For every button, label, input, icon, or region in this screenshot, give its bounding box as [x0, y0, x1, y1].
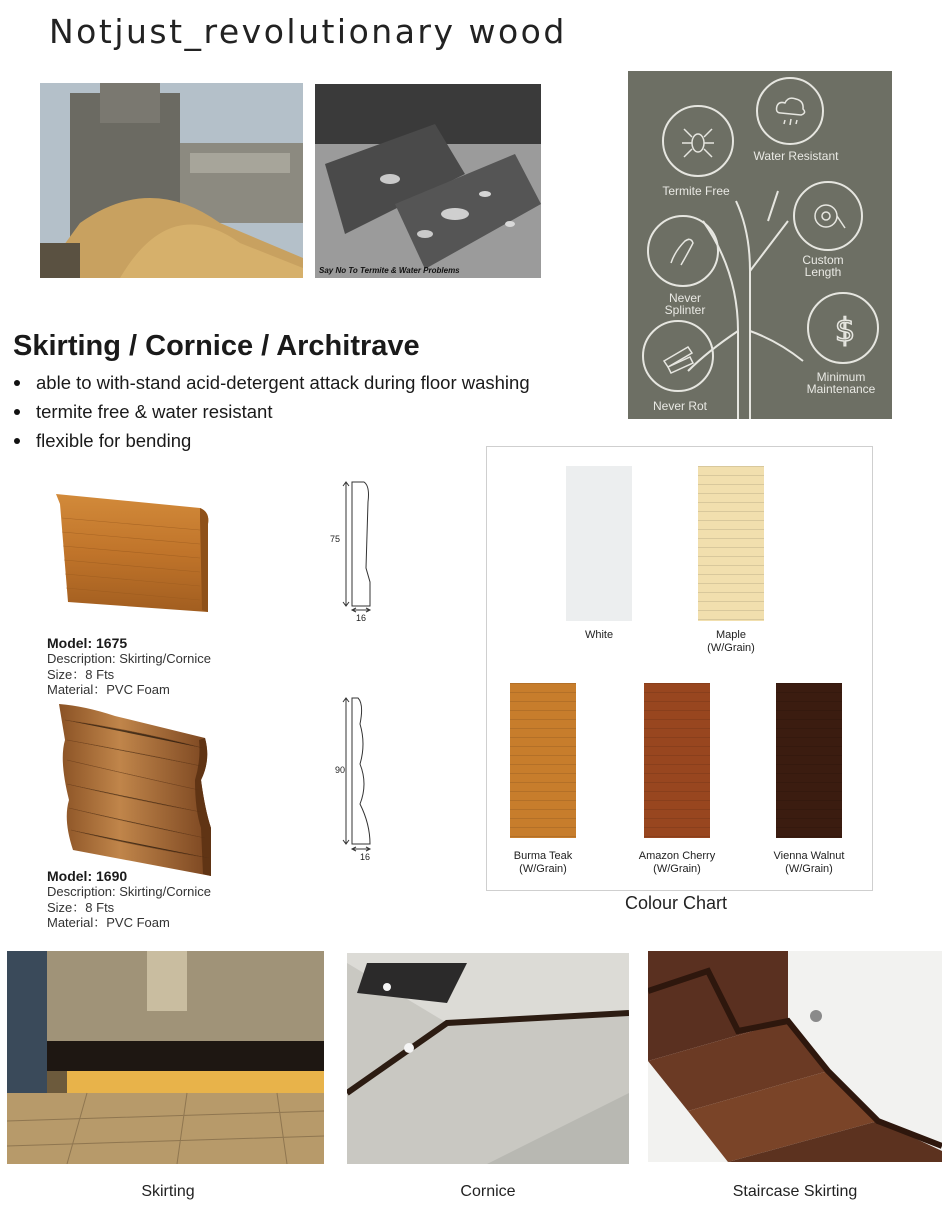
model-title: Model: 1690 [47, 868, 128, 884]
feature-label-never-rot: Never Rot [652, 399, 708, 413]
swatch-label [681, 629, 781, 655]
model-1690-width-dimension: 16 [360, 852, 371, 862]
boards-caption: Say No To Termite & Water Problems [319, 266, 460, 275]
feature-label-custom-length: Custom Length [802, 253, 844, 279]
swatch-label [493, 850, 593, 876]
brand-title: Notjust_revolutionary wood [49, 12, 567, 51]
swatch-sub: (W/Grain) [519, 863, 567, 875]
model-title: Model: 1675 [47, 635, 128, 651]
swatch-name: Amazon Cherry [638, 850, 716, 862]
bullet-item: flexible for bending [12, 426, 530, 455]
cornice-photo [347, 953, 629, 1164]
model-1675-profile-drawing [330, 478, 390, 624]
cornice-caption: Cornice [460, 1183, 516, 1200]
model-description: Description: Skirting/Cornice [47, 651, 212, 666]
bullet-item: termite free & water resistant [12, 397, 530, 426]
staircase-skirting-photo [648, 951, 942, 1162]
swatch-name: Burma Teak [513, 850, 573, 862]
model-1675-height-dimension: 75 [330, 534, 341, 544]
svg-text:$: $ [834, 311, 856, 349]
skirting-caption: Skirting [141, 1183, 195, 1200]
swatch-label [627, 850, 727, 876]
feature-label-never-splinter: Never Splinter [664, 291, 706, 317]
features-tree-panel [628, 71, 892, 419]
swatch-name: Maple [716, 629, 746, 641]
swatch-label [759, 850, 859, 876]
model-1690-profile-drawing [330, 694, 390, 864]
feature-label-water-resistant: Water Resistant [753, 149, 839, 163]
section-heading: Skirting / Cornice / Architrave [13, 330, 420, 362]
swatch-maple [698, 466, 764, 621]
model-material: Material：PVC Foam [47, 682, 170, 697]
swatch-name: White [584, 629, 614, 641]
swatch-sub: (W/Grain) [707, 642, 755, 654]
dollar-icon [827, 309, 863, 349]
model-description: Description: Skirting/Cornice [47, 884, 212, 899]
swatch-name: Vienna Walnut [773, 850, 845, 862]
swatch-amazon-cherry [644, 683, 710, 838]
model-1675-width-dimension: 16 [356, 613, 367, 623]
model-1675-info [47, 635, 211, 698]
termite-icon [680, 123, 716, 159]
model-size: Size：8 Fts [47, 666, 115, 682]
model-1690-info [47, 868, 211, 931]
swatch-sub: (W/Grain) [653, 863, 701, 875]
finger-icon [665, 233, 701, 269]
staircase-skirting-caption: Staircase Skirting [732, 1183, 858, 1200]
swatch-sub: (W/Grain) [785, 863, 833, 875]
model-1675-product-image [50, 490, 212, 615]
wood-planks-icon [660, 339, 696, 375]
colour-chart-panel [486, 446, 873, 891]
feature-label-termite-free: Termite Free [662, 184, 730, 198]
feature-label-minimum-maintenance: Minimum Maintenance [806, 370, 876, 396]
water-boards-photo [315, 84, 541, 278]
model-1690-height-dimension: 90 [335, 765, 346, 775]
rain-cloud-icon [773, 93, 809, 129]
swatch-burma-teak [510, 683, 576, 838]
swatch-white [566, 466, 632, 621]
swatch-vienna-walnut [776, 683, 842, 838]
tape-measure-icon [810, 198, 846, 234]
bullet-item: able to with-stand acid-detergent attack during floor washing [12, 368, 530, 397]
feature-bullet-list [12, 368, 530, 455]
model-size: Size：8 Fts [47, 899, 115, 915]
sawdust-factory-photo [40, 83, 303, 278]
colour-chart-title: Colour Chart [624, 893, 728, 913]
model-1690-product-image [55, 700, 215, 880]
model-material: Material：PVC Foam [47, 915, 170, 930]
swatch-label [549, 629, 649, 642]
skirting-photo [7, 951, 324, 1164]
